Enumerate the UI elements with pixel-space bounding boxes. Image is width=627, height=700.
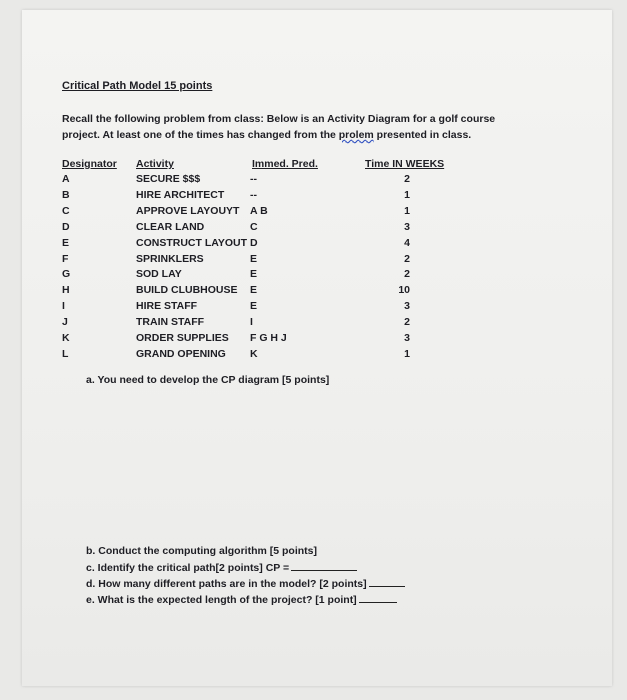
row-time-cell: 3 xyxy=(404,332,410,344)
row-pred-cell: K xyxy=(250,347,258,360)
row-activity-cell: CLEAR LAND xyxy=(136,220,205,233)
row-time-cell: 1 xyxy=(404,204,410,217)
row-pred-cell: A B xyxy=(250,204,268,217)
row-pred-cell: D xyxy=(250,236,258,249)
answer-blank-d[interactable] xyxy=(369,576,405,587)
question-d-text: d. How many different paths are in the model? [2 points] xyxy=(86,578,367,590)
row-designator-cell: G xyxy=(62,268,71,281)
row-time-cell: 10 xyxy=(398,284,410,297)
header-designator: Designator xyxy=(62,158,117,170)
row-designator-cell: L xyxy=(62,347,69,360)
row-time-cell: 2 xyxy=(404,252,410,265)
question-a: a. You need to develop the CP diagram [5 points] xyxy=(86,374,330,386)
row-activity-cell: HIRE STAFF xyxy=(136,300,198,313)
row-activity-cell: SOD LAY xyxy=(136,268,182,281)
row-time-cell: 4 xyxy=(404,236,410,249)
row-activity-cell: BUILD CLUBHOUSE xyxy=(136,284,238,297)
row-designator-cell: I xyxy=(62,300,65,313)
row-time-cell: 3 xyxy=(404,220,410,233)
answer-blank-e[interactable] xyxy=(359,592,397,603)
row-designator-cell: D xyxy=(62,220,70,233)
answer-blank-c[interactable] xyxy=(291,560,357,571)
row-activity-cell: ORDER SUPPLIES xyxy=(136,332,229,344)
row-pred-cell: I xyxy=(250,316,253,329)
row-designator-cell: C xyxy=(62,204,70,217)
row-pred-cell: -- xyxy=(250,188,257,201)
header-activity: Activity xyxy=(136,158,174,170)
row-designator-cell: J xyxy=(62,316,68,329)
row-activity-cell: SECURE $$$ xyxy=(136,173,201,185)
question-d xyxy=(86,576,405,590)
row-pred-cell: E xyxy=(250,300,258,313)
row-designator-cell: H xyxy=(62,284,70,297)
row-activity-cell: SPRINKLERS xyxy=(136,252,204,265)
row-activity-cell: GRAND OPENING xyxy=(136,347,226,360)
question-e xyxy=(86,592,397,606)
row-pred-cell: C xyxy=(250,220,258,233)
intro-line-1: Recall the following problem from class: Below is an Activity Diagram for a golf course xyxy=(62,113,496,125)
question-b: b. Conduct the computing algorithm [5 points] xyxy=(86,545,317,557)
row-time-cell: 3 xyxy=(404,300,410,313)
question-c xyxy=(86,560,357,574)
intro-paragraph xyxy=(62,111,532,143)
row-designator-cell: K xyxy=(62,332,70,344)
row-pred-cell: E xyxy=(250,284,258,297)
header-time-weeks: Time IN WEEKS xyxy=(365,158,445,170)
row-designator-cell: A xyxy=(62,173,70,185)
row-activity-cell: HIRE ARCHITECT xyxy=(136,188,225,201)
row-designator-cell: B xyxy=(62,188,70,201)
document-page xyxy=(22,10,612,686)
row-designator-cell: F xyxy=(62,252,69,265)
row-activity-cell: APPROVE LAYOUYT xyxy=(136,204,240,217)
row-pred-cell: -- xyxy=(250,173,257,185)
row-activity-cell: CONSTRUCT LAYOUT xyxy=(136,236,248,249)
row-time-cell: 2 xyxy=(404,173,410,185)
question-e-text: e. What is the expected length of the project? [1 point] xyxy=(86,594,357,606)
row-pred-cell: E xyxy=(250,268,258,281)
row-time-cell: 1 xyxy=(404,188,410,201)
intro-line-2-end: presented in class. xyxy=(373,129,472,141)
row-time-cell: 2 xyxy=(404,268,410,281)
question-c-text: c. Identify the critical path[2 points] CP = xyxy=(86,562,290,574)
misspelled-word: prolem xyxy=(338,129,374,141)
row-activity-cell: TRAIN STAFF xyxy=(136,316,205,329)
row-pred-cell: E xyxy=(250,252,258,265)
header-immed-pred: Immed. Pred. xyxy=(252,158,318,170)
row-pred-cell: F G H J xyxy=(250,332,287,344)
row-time-cell: 2 xyxy=(404,316,410,329)
intro-line-2-start: project. At least one of the times has changed from the xyxy=(62,129,339,141)
row-designator-cell: E xyxy=(62,236,70,249)
row-time-cell: 1 xyxy=(404,347,410,360)
page-title: Critical Path Model 15 points xyxy=(62,80,213,92)
